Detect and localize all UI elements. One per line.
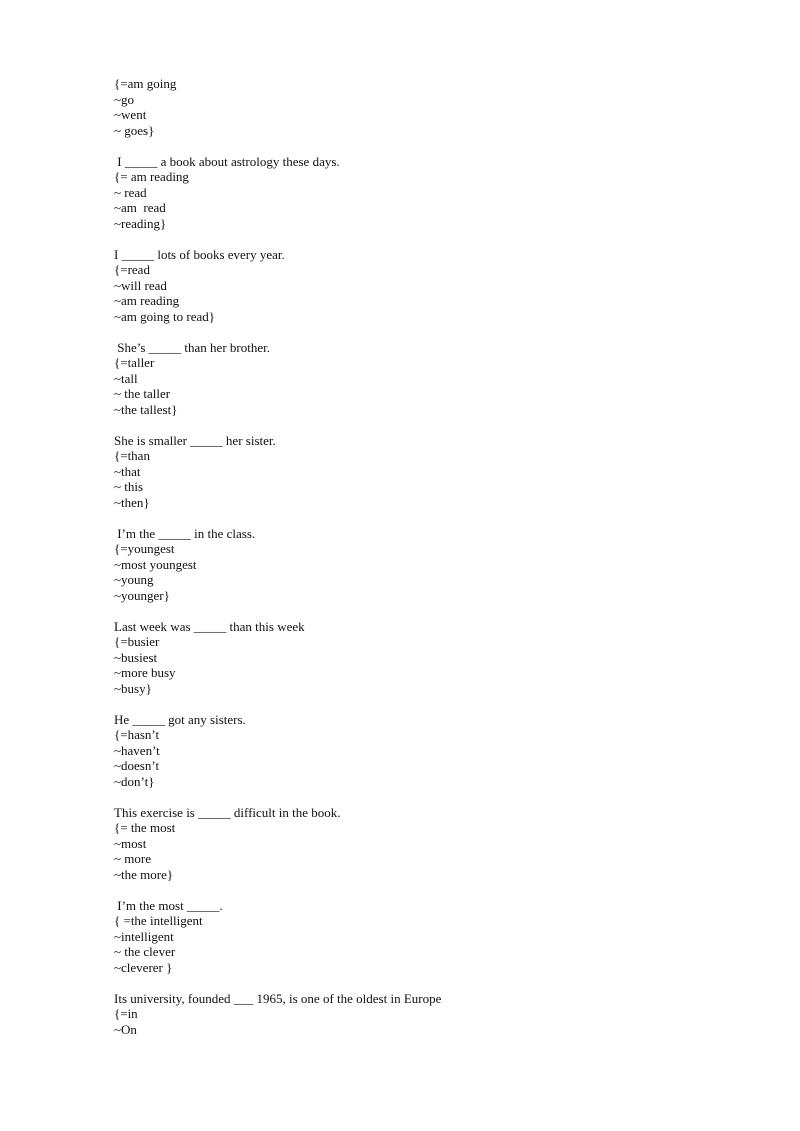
question-block xyxy=(114,805,754,883)
answer-option: ~ more xyxy=(114,851,151,866)
block-spacer xyxy=(114,417,754,433)
answer-option: ~busiest xyxy=(114,649,158,665)
document-page xyxy=(114,76,754,1037)
block-spacer xyxy=(114,138,754,154)
question-block xyxy=(114,619,754,697)
answer-option: ~young xyxy=(114,572,154,587)
block-spacer xyxy=(114,975,754,991)
answer-option: ~intelligent xyxy=(114,928,174,944)
question-block xyxy=(114,340,754,418)
answer-option: ~the tallest} xyxy=(114,401,178,417)
block-spacer xyxy=(114,324,754,340)
question-text: I’m the _____ in the class. xyxy=(114,525,256,541)
question-block xyxy=(114,898,754,976)
answer-option: ~ this xyxy=(114,479,144,494)
answer-option: ~cleverer } xyxy=(114,959,173,975)
answer-option: ~more busy xyxy=(114,665,176,680)
answer-option: {=youngest xyxy=(114,541,175,556)
answer-option: ~the more} xyxy=(114,866,174,882)
answer-option: ~ goes} xyxy=(114,122,155,138)
answer-option: { =the intelligent xyxy=(114,913,203,928)
answer-option: {=am going xyxy=(114,76,177,91)
answer-option: {=busier xyxy=(114,634,160,649)
answer-option: ~reading} xyxy=(114,215,167,231)
question-text: Last week was _____ than this week xyxy=(114,618,305,634)
question-block xyxy=(114,991,754,1038)
question-block xyxy=(114,154,754,232)
answer-option: {= the most xyxy=(114,820,176,835)
answer-option: {=in xyxy=(114,1006,138,1021)
question-text: Its university, founded ___ 1965, is one of the oldest in Europe xyxy=(114,990,442,1006)
answer-option: {= am reading xyxy=(114,169,189,184)
block-spacer xyxy=(114,603,754,619)
answer-option: ~ read xyxy=(114,184,147,200)
question-text: She is smaller _____ her sister. xyxy=(114,432,276,448)
question-list xyxy=(114,76,754,1037)
block-spacer xyxy=(114,789,754,805)
answer-option: ~ the taller xyxy=(114,386,171,401)
block-spacer xyxy=(114,510,754,526)
answer-option: {=hasn’t xyxy=(114,727,160,742)
answer-option: ~am reading xyxy=(114,293,180,308)
answer-option: {=taller xyxy=(114,355,155,370)
answer-option: ~am read xyxy=(114,200,166,215)
question-block xyxy=(114,433,754,511)
answer-option: ~tall xyxy=(114,370,138,386)
answer-option: ~that xyxy=(114,463,141,479)
answer-option: {=than xyxy=(114,448,150,463)
question-block xyxy=(114,526,754,604)
question-text: I _____ a book about astrology these days. xyxy=(114,153,340,169)
question-block xyxy=(114,247,754,325)
answer-option: ~went xyxy=(114,107,147,122)
answer-option: ~haven’t xyxy=(114,742,160,758)
question-text: She’s _____ than her brother. xyxy=(114,339,270,355)
question-text: I _____ lots of books every year. xyxy=(114,246,285,262)
answer-option: ~ the clever xyxy=(114,944,176,959)
answer-option: ~busy} xyxy=(114,680,152,696)
answer-option: ~then} xyxy=(114,494,150,510)
answer-option: ~most youngest xyxy=(114,556,197,572)
answer-option: ~am going to read} xyxy=(114,308,215,324)
answer-option: ~most xyxy=(114,835,147,851)
answer-option: ~will read xyxy=(114,277,167,293)
question-text: He _____ got any sisters. xyxy=(114,711,246,727)
answer-option: {=read xyxy=(114,262,150,277)
answer-option: ~younger} xyxy=(114,587,170,603)
block-spacer xyxy=(114,696,754,712)
question-text: This exercise is _____ difficult in the book. xyxy=(114,804,341,820)
answer-option: ~On xyxy=(114,1021,137,1037)
answer-option: ~doesn’t xyxy=(114,758,160,773)
question-block xyxy=(114,76,754,138)
question-block xyxy=(114,712,754,790)
answer-option: ~go xyxy=(114,91,135,107)
question-text: I’m the most _____. xyxy=(114,897,223,913)
answer-option: ~don’t} xyxy=(114,773,155,789)
block-spacer xyxy=(114,882,754,898)
block-spacer xyxy=(114,231,754,247)
